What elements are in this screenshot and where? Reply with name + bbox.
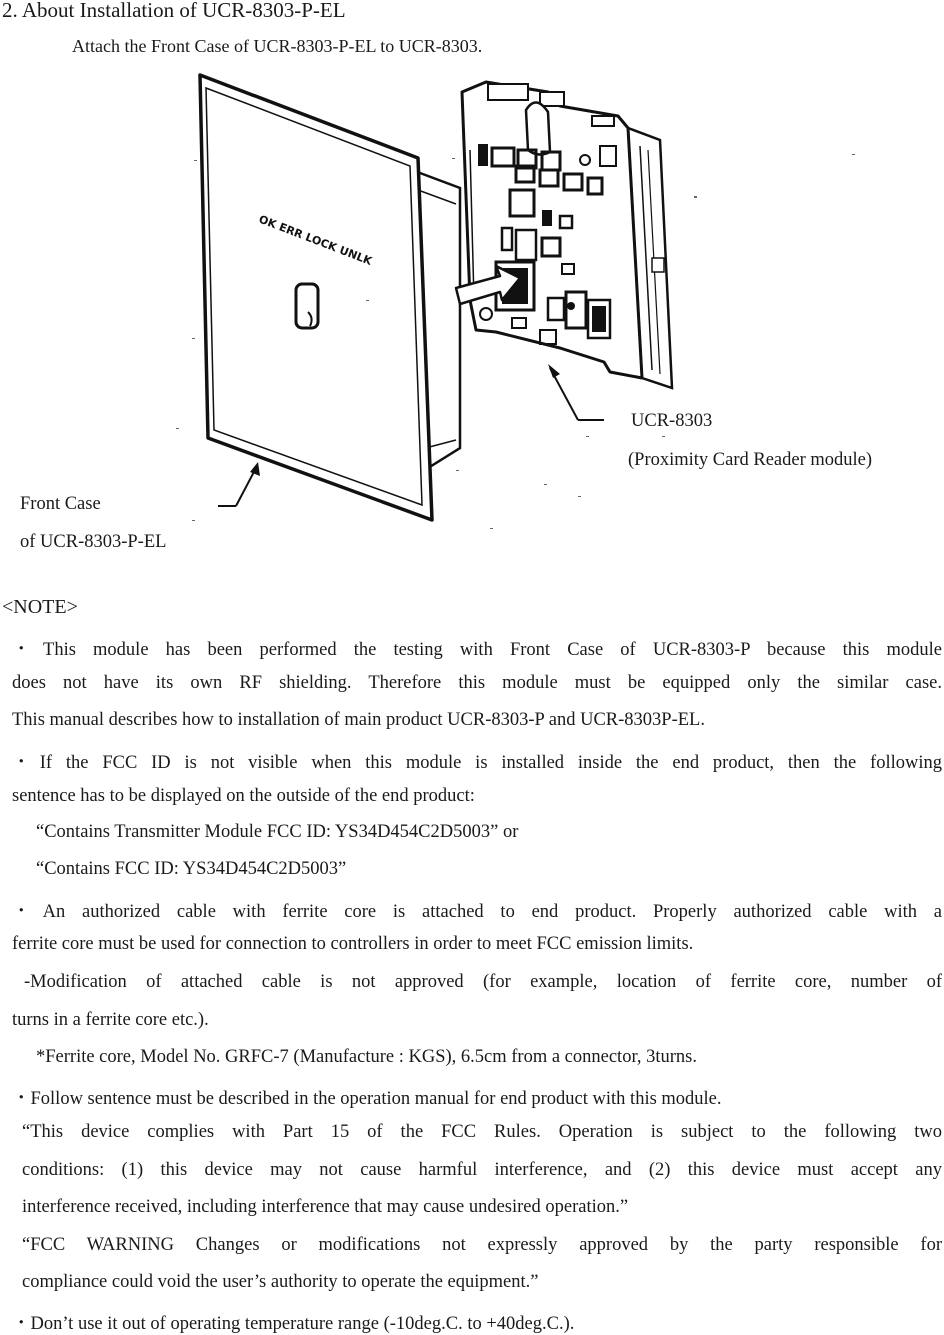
- note-line: compliance could void the user’s authority to operate the equipment.”: [22, 1272, 539, 1292]
- case-label-line2: of UCR-8303-P-EL: [20, 532, 167, 552]
- note-line: ・An authorized cable with ferrite core is attached to end product. Properly authorized cable with a: [12, 902, 942, 922]
- panel-led-text: OK ERR LOCK UNLK: [256, 212, 374, 268]
- note-line: ferrite core must be used for connection to controllers in order to meet FCC emission limits.: [12, 934, 694, 954]
- note-line: interference received, including interference that may cause undesired operation.”: [22, 1197, 629, 1217]
- note-line: sentence has to be displayed on the outside of the end product:: [12, 786, 475, 806]
- note-line: “Contains FCC ID: YS34D454C2D5003”: [36, 859, 347, 879]
- note-line: *Ferrite core, Model No. GRFC-7 (Manufacture : KGS), 6.5cm from a connector, 3turns.: [36, 1047, 697, 1067]
- note-line: -Modification of attached cable is not approved (for example, location of ferrite core, number of: [24, 972, 942, 992]
- note-line: ・Don’t use it out of operating temperature range (-10deg.C. to +40deg.C.).: [12, 1314, 575, 1334]
- note-line: “Contains Transmitter Module FCC ID: YS34D454C2D5003” or: [36, 822, 519, 842]
- front-case-illustration: [200, 75, 460, 520]
- note-line: conditions: (1) this device may not cause harmful interference, and (2) this device must accept any: [22, 1160, 942, 1180]
- note-line: turns in a ferrite core etc.).: [12, 1010, 209, 1030]
- note-line: ・If the FCC ID is not visible when this module is installed inside the end product, then the following: [12, 753, 942, 773]
- ucr-sublabel: (Proximity Card Reader module): [628, 450, 873, 470]
- ucr-label: UCR-8303: [631, 411, 713, 431]
- note-line: This manual describes how to installation of main product UCR-8303-P and UCR-8303P-EL.: [12, 710, 705, 730]
- note-line: ・Follow sentence must be described in the operation manual for end product with this module.: [12, 1089, 722, 1109]
- note-line: “This device complies with Part 15 of the FCC Rules. Operation is subject to the following two: [22, 1122, 942, 1142]
- note-line: ・This module has been performed the testing with Front Case of UCR-8303-P because this module: [12, 640, 942, 660]
- ucr-leader-line: [548, 364, 604, 420]
- note-line: does not have its own RF shielding. Therefore this module must be equipped only the similar case.: [12, 673, 942, 693]
- installation-diagram: [0, 0, 944, 580]
- section-intro: Attach the Front Case of UCR-8303-P-EL to UCR-8303.: [72, 36, 483, 56]
- note-heading: <NOTE>: [2, 596, 78, 618]
- note-line: “FCC WARNING Changes or modifications not expressly approved by the party responsible for: [22, 1235, 942, 1255]
- section-heading: 2. About Installation of UCR-8303-P-EL: [2, 0, 346, 22]
- case-label-line1: Front Case: [20, 494, 101, 514]
- case-leader-line: [218, 462, 260, 506]
- ucr-8303-module-illustration: [462, 82, 672, 388]
